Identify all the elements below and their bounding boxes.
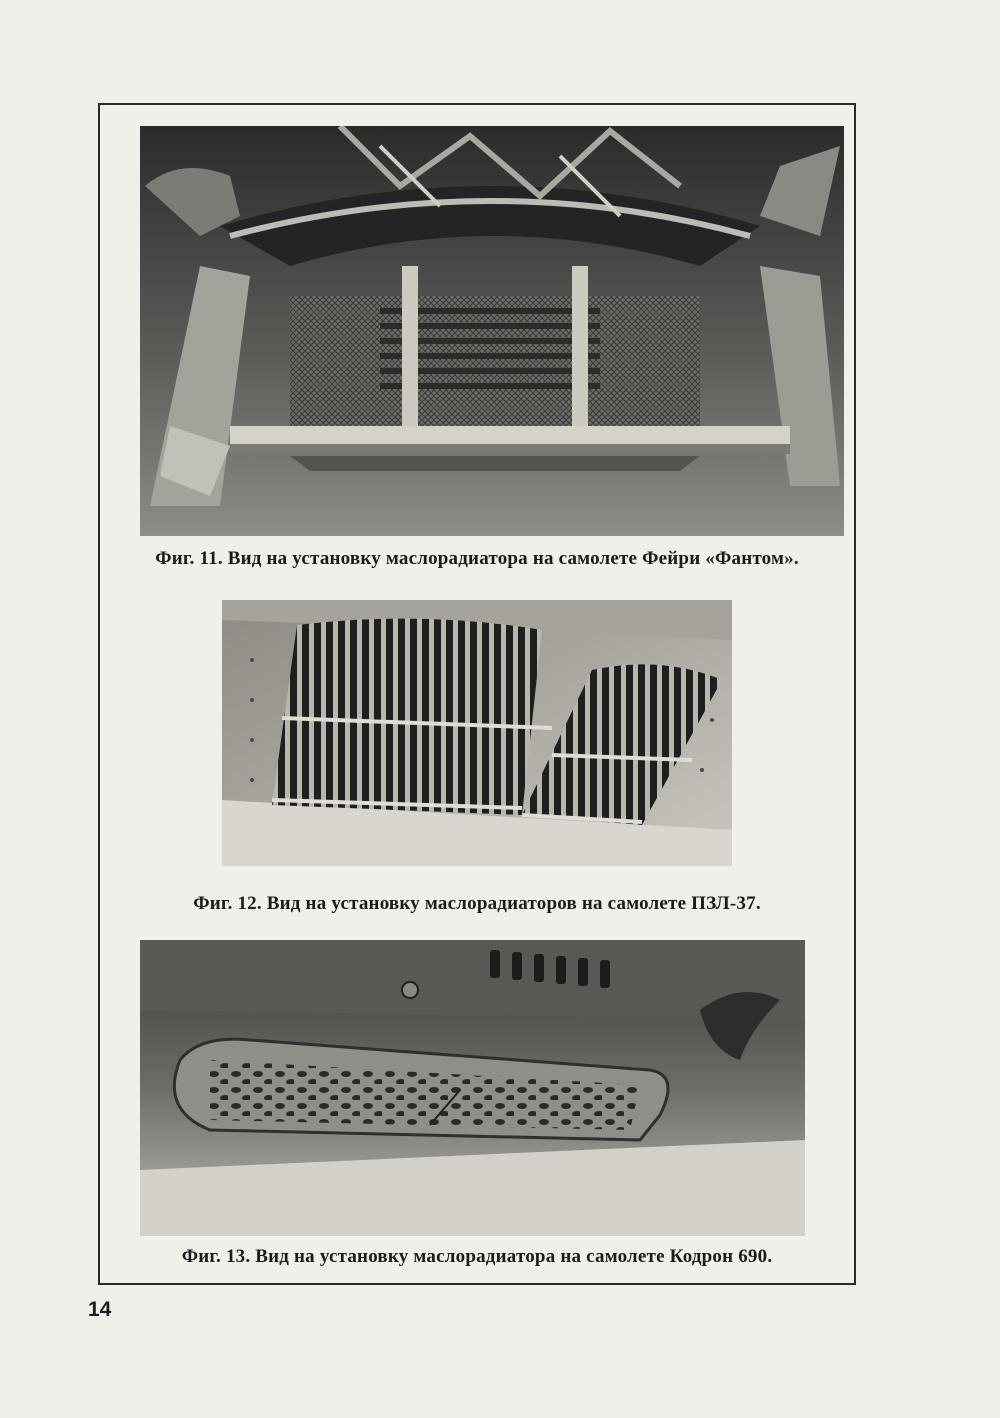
figure-11-photo — [140, 126, 844, 536]
figure-11-caption: Фиг. 11. Вид на установку маслорадиатора на самолете Фейри «Фантом». — [155, 548, 799, 569]
figure-13-photo — [140, 940, 805, 1236]
figure-12-photo — [222, 600, 732, 866]
page-frame-left — [98, 103, 100, 1283]
page-frame-right — [854, 103, 856, 1283]
figure-12-caption: Фиг. 12. Вид на установку маслорадиаторов на самолете ПЗЛ-37. — [193, 893, 761, 914]
page-frame-bottom — [98, 1283, 856, 1285]
page-frame-top — [98, 103, 856, 105]
page-number: 14 — [88, 1298, 112, 1321]
figure-13-caption: Фиг. 13. Вид на установку маслорадиатора на самолете Кодрон 690. — [181, 1246, 773, 1267]
